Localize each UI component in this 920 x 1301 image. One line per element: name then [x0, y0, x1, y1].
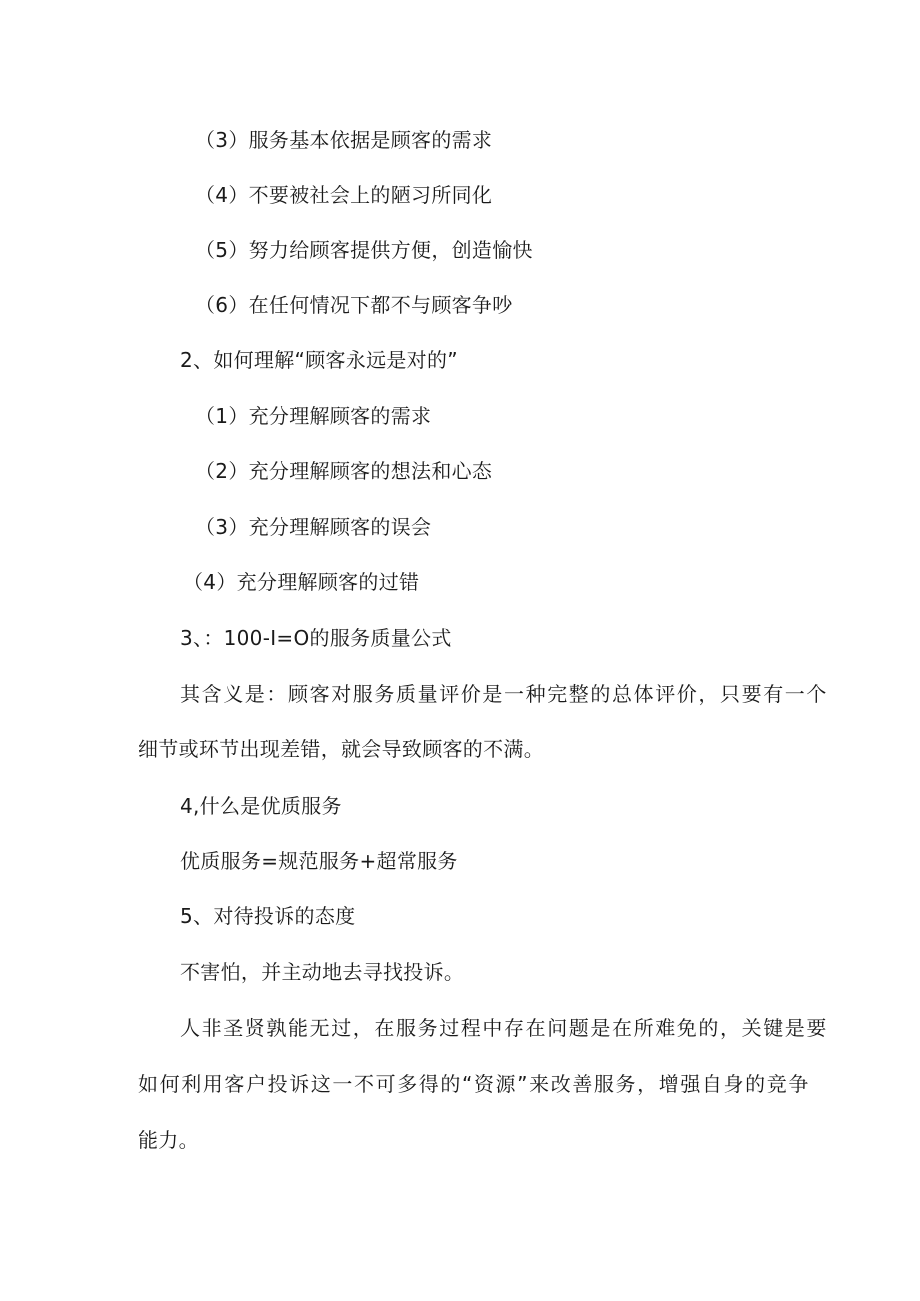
list-item-6: （6）在任何情况下都不与顾客争吵	[195, 293, 513, 317]
paragraph-meaning-line-2: 细节或环节出现差错，就会导致顾客的不满。	[138, 737, 544, 761]
list-item-4: （4）不要被社会上的陋习所同化	[195, 183, 493, 207]
sublist-item-2: （2）充分理解顾客的想法和心态	[195, 459, 493, 483]
paragraph-closing-line-1: 人非圣贤孰能无过，在服务过程中存在问题是在所难免的，关键是要	[180, 1016, 828, 1040]
section-heading-4: 4,什么是优质服务	[180, 794, 342, 818]
sublist-item-4: （4）充分理解顾客的过错	[183, 570, 420, 594]
section-heading-3: 3、：100-I=O的服务质量公式	[180, 626, 452, 650]
paragraph-closing-line-3: 能力。	[138, 1128, 199, 1152]
list-item-3: （3）服务基本依据是顾客的需求	[195, 128, 493, 152]
list-item-5: （5）努力给顾客提供方便，创造愉快	[195, 238, 533, 262]
section-heading-5: 5、对待投诉的态度	[180, 904, 356, 928]
paragraph-attitude: 不害怕，并主动地去寻找投诉。	[180, 960, 465, 984]
formula-line: 优质服务=规范服务+超常服务	[180, 849, 458, 873]
section-heading-2: 2、如何理解“顾客永远是对的”	[180, 348, 458, 372]
paragraph-closing-line-2: 如何利用客户投诉这一不可多得的“资源”来改善服务，增强自身的竞争	[138, 1072, 810, 1096]
sublist-item-3: （3）充分理解顾客的误会	[195, 515, 432, 539]
paragraph-meaning-line-1: 其含义是：顾客对服务质量评价是一种完整的总体评价，只要有一个	[180, 682, 828, 706]
sublist-item-1: （1）充分理解顾客的需求	[195, 404, 432, 428]
